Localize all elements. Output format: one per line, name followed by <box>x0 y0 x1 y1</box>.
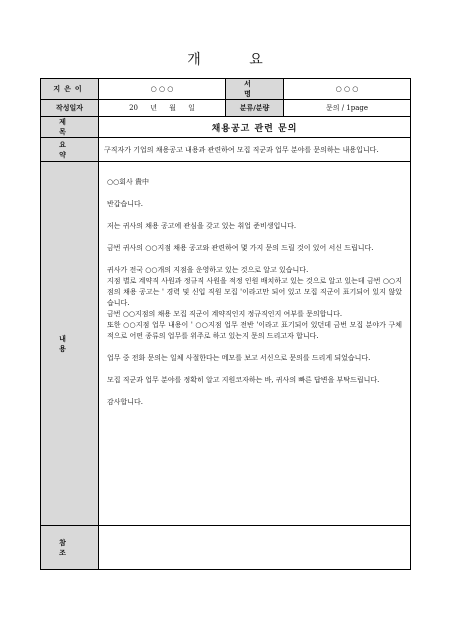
category-label: 분류/분량 <box>226 100 284 117</box>
reference-value[interactable] <box>99 526 411 570</box>
letter-paragraph-intro: 저는 귀사의 채용 공고에 관심을 갖고 있는 취업 준비생입니다. <box>107 222 297 230</box>
letter-paragraph-thanks: 감사합니다. <box>107 398 144 406</box>
category-value[interactable]: 문의 / 1page <box>284 100 411 117</box>
name-value[interactable]: ○ ○ ○ <box>284 79 411 100</box>
author-label: 지은이 <box>41 79 99 100</box>
subject-label: 제 목 <box>41 117 99 138</box>
summary-form-table <box>40 78 411 570</box>
summary-label: 요 약 <box>41 138 99 162</box>
author-row <box>41 79 411 100</box>
summary-row <box>41 138 411 162</box>
letter-paragraph-phone: 업무 중 전화 문의는 일체 사절한다는 메모를 보고 서신으로 문의를 드리게 되었습니다. <box>107 354 371 362</box>
document-title: 개 요 <box>187 52 285 68</box>
letter-paragraph-posting: 지점 별로 계약직 사원과 정규직 사원을 적정 인원 배치하고 있는 것으로 알고 있는데 금번 ○○지점의 채용 공고는 ' 경력 및 신입 직원 모집 '이라고만 되어 있고 모집 직군이 표기되어 있지 않았습니다. <box>107 277 402 307</box>
letter-paragraph-purpose: 금번 귀사의 ○○지점 채용 공고와 관련하여 몇 가지 문의 드릴 것이 있어 서신 드립니다. <box>107 244 374 252</box>
summary-value[interactable]: 구직자가 기업의 채용공고 내용과 관련하여 모집 직군과 업무 분야를 문의하는 내용입니다. <box>99 138 411 162</box>
name-label: 서 명 <box>226 79 284 100</box>
date-label: 작성일자 <box>41 100 99 117</box>
letter-paragraph-question-duties: 또한 ○○지점 업무 내용이 ' ○○지점 업무 전반 '이라고 표기되어 있던데 금번 모집 분야가 구체적으로 어떤 종류의 업무를 위주로 하고 있는지 문의 드리고자 합니다. <box>107 321 402 340</box>
reference-row <box>41 526 411 570</box>
subject-value[interactable]: 채용공고 관련 문의 <box>99 117 411 138</box>
subject-row <box>41 117 411 138</box>
content-label: 내 용 <box>41 162 99 526</box>
date-value[interactable]: 20 년 월 일 <box>99 100 226 117</box>
author-value[interactable]: ○ ○ ○ <box>99 79 226 100</box>
date-row <box>41 100 411 117</box>
letter-salutation: ○○회사 貴中 <box>107 178 149 186</box>
reference-label: 참 조 <box>41 526 99 570</box>
letter-paragraph-greeting: 반갑습니다. <box>107 200 144 208</box>
letter-paragraph-request: 모집 직군과 업무 분야를 정확히 알고 지원코자하는 바, 귀사의 빠른 답변을 부탁드립니다. <box>107 376 380 384</box>
letter-paragraph-branches: 귀사가 전국 ○○개의 지점을 운영하고 있는 것으로 알고 있습니다. <box>107 266 309 274</box>
letter-paragraph-question-type: 금번 ○○지점의 채용 모집 직군이 계약직인지 정규직인지 여부를 문의합니다. <box>107 310 343 318</box>
content-row <box>41 162 411 526</box>
letter-body[interactable] <box>99 162 411 526</box>
